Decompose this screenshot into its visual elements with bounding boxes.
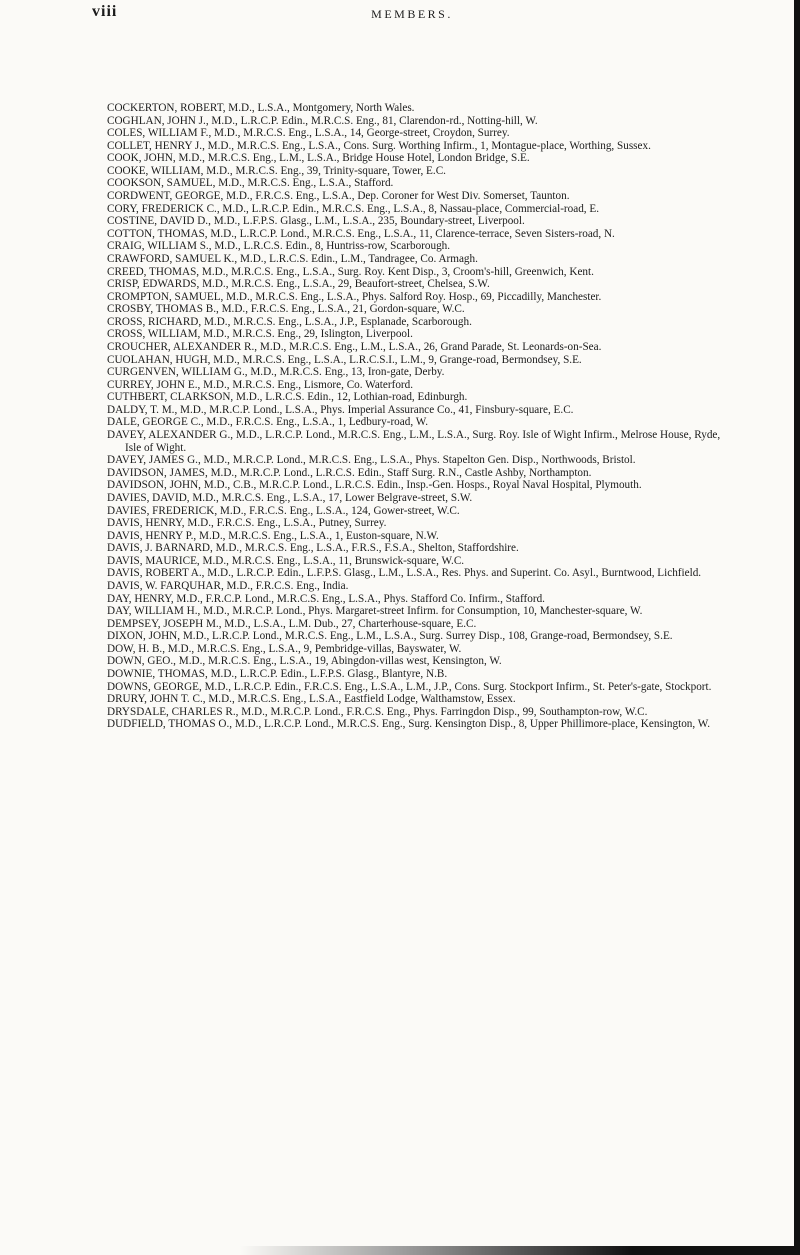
member-entry: CREED, THOMAS, M.D., M.R.C.S. Eng., L.S.A., Surg. Roy. Kent Disp., 3, Croom's-hill, Greenwich, Kent. bbox=[107, 265, 594, 278]
member-entry: DRYSDALE, CHARLES R., M.D., M.R.C.P. Lond., F.R.C.S. Eng., Phys. Farringdon Disp., 99, Southampton-row, W.C. bbox=[107, 705, 648, 718]
running-head: MEMBERS. bbox=[371, 7, 453, 21]
member-entry: COOK, JOHN, M.D., M.R.C.S. Eng., L.M., L.S.A., Bridge House Hotel, London Bridge, S.E. bbox=[107, 152, 530, 165]
member-entry: CURGENVEN, WILLIAM G., M.D., M.R.C.S. Eng., 13, Iron-gate, Derby. bbox=[107, 366, 445, 379]
member-entry: DAVIES, DAVID, M.D., M.R.C.S. Eng., L.S.A., 17, Lower Belgrave-street, S.W. bbox=[107, 491, 473, 504]
member-entry: CROUCHER, ALEXANDER R., M.D., M.R.C.S. Eng., L.M., L.S.A., 26, Grand Parade, St. Leonards-on-Sea. bbox=[107, 340, 602, 353]
member-entry: DAY, HENRY, M.D., F.R.C.P. Lond., M.R.C.S. Eng., L.S.A., Phys. Stafford Co. Infirm., Stafford. bbox=[107, 592, 545, 605]
page-header bbox=[92, 3, 732, 25]
member-entry: CURREY, JOHN E., M.D., M.R.C.S. Eng., Lismore, Co. Waterford. bbox=[107, 378, 414, 391]
member-entry: CUTHBERT, CLARKSON, M.D., L.R.C.S. Edin., 12, Lothian-road, Edinburgh. bbox=[107, 391, 468, 404]
member-entry: COCKERTON, ROBERT, M.D., L.S.A., Montgomery, North Wales. bbox=[107, 102, 415, 114]
member-entry: DIXON, JOHN, M.D., L.R.C.P. Lond., M.R.C.S. Eng., L.M., L.S.A., Surg. Surrey Disp., 108, Grange-road, Bermondsey, S.E. bbox=[107, 630, 673, 643]
member-entry: DAVIS, HENRY, M.D., F.R.C.S. Eng., L.S.A., Putney, Surrey. bbox=[107, 517, 387, 530]
member-entry: DAVIS, MAURICE, M.D., M.R.C.S. Eng., L.S.A., 11, Brunswick-square, W.C. bbox=[107, 554, 465, 567]
member-entry: COTTON, THOMAS, M.D., L.R.C.P. Lond., M.R.C.S. Eng., L.S.A., 11, Clarence-terrace, Seven Sisters-road, N. bbox=[107, 227, 615, 240]
member-entry: CRISP, EDWARDS, M.D., M.R.C.S. Eng., L.S.A., 29, Beaufort-street, Chelsea, S.W. bbox=[107, 278, 490, 291]
member-entry: DAVIS, J. BARNARD, M.D., M.R.C.S. Eng., L.S.A., F.R.S., F.S.A., Shelton, Staffordshire. bbox=[107, 542, 519, 555]
member-entry: CROSS, RICHARD, M.D., M.R.C.S. Eng., L.S.A., J.P., Esplanade, Scarborough. bbox=[107, 315, 472, 328]
member-entry: DAVEY, ALEXANDER G., M.D., L.R.C.P. Lond., M.R.C.S. Eng., L.M., L.S.A., Surg. Roy. Isle of Wight Infirm., Melrose House, Ryde, Isle of Wight. bbox=[107, 429, 721, 454]
member-entry: DAVIDSON, JAMES, M.D., M.R.C.P. Lond., L.R.C.S. Edin., Staff Surg. R.N., Castle Ashby, Northampton. bbox=[107, 466, 592, 479]
member-entry: COGHLAN, JOHN J., M.D., L.R.C.P. Edin., M.R.C.S. Eng., 81, Clarendon-rd., Notting-hill, W. bbox=[107, 114, 538, 127]
member-entry: DAVIS, W. FARQUHAR, M.D., F.R.C.S. Eng., India. bbox=[107, 579, 349, 592]
member-entry: CORDWENT, GEORGE, M.D., F.R.C.S. Eng., L.S.A., Dep. Coroner for West Div. Somerset, Taunton. bbox=[107, 190, 570, 203]
member-entry: COOKSON, SAMUEL, M.D., M.R.C.S. Eng., L.S.A., Stafford. bbox=[107, 177, 394, 190]
member-entry: DALE, GEORGE C., M.D., F.R.C.S. Eng., L.S.A., 1, Ledbury-road, W. bbox=[107, 416, 429, 429]
member-entry: DOW, H. B., M.D., M.R.C.S. Eng., L.S.A., 9, Pembridge-villas, Bayswater, W. bbox=[107, 642, 462, 655]
member-entry: DOWN, GEO., M.D., M.R.C.S. Eng., L.S.A., 19, Abingdon-villas west, Kensington, W. bbox=[107, 655, 502, 668]
page-bottom-shadow bbox=[240, 1246, 800, 1255]
member-entry: DRURY, JOHN T. C., M.D., M.R.C.S. Eng., L.S.A., Eastfield Lodge, Walthamstow, Essex. bbox=[107, 693, 516, 706]
member-entry: DAVEY, JAMES G., M.D., M.R.C.P. Lond., M.R.C.S. Eng., L.S.A., Phys. Stapelton Gen. Disp., Northwoods, Bristol. bbox=[107, 454, 636, 467]
member-entry: CUOLAHAN, HUGH, M.D., M.R.C.S. Eng., L.S.A., L.R.C.S.I., L.M., 9, Grange-road, Bermondsey, S.E. bbox=[107, 353, 582, 366]
member-entry: CRAIG, WILLIAM S., M.D., L.R.C.S. Edin., 8, Huntriss-row, Scarborough. bbox=[107, 240, 451, 253]
member-entry: DAY, WILLIAM H., M.D., M.R.C.P. Lond., Phys. Margaret-street Infirm. for Consumption, 10, Manchester-square, W. bbox=[107, 605, 643, 618]
member-entry: CORY, FREDERICK C., M.D., L.R.C.P. Edin., M.R.C.S. Eng., L.S.A., 8, Nassau-place, Commercial-road, E. bbox=[107, 202, 600, 215]
member-entry: DAVIS, ROBERT A., M.D., L.R.C.P. Edin., L.F.P.S. Glasg., L.M., L.S.A., Res. Phys. and Superint. Co. Asyl., Burntwood, Lichfield. bbox=[107, 567, 702, 580]
member-entry: COSTINE, DAVID D., M.D., L.F.P.S. Glasg., L.M., L.S.A., 235, Boundary-street, Liverpool. bbox=[107, 215, 525, 228]
member-entry: DUDFIELD, THOMAS O., M.D., L.R.C.P. Lond., M.R.C.S. Eng., Surg. Kensington Disp., 8, Upper Phillimore-place, Kensington, W. bbox=[107, 718, 711, 731]
member-entry: DALDY, T. M., M.D., M.R.C.P. Lond., L.S.A., Phys. Imperial Assurance Co., 41, Finsbury-square, E.C. bbox=[107, 403, 574, 416]
member-entry: CROSS, WILLIAM, M.D., M.R.C.S. Eng., 29, Islington, Liverpool. bbox=[107, 328, 413, 341]
member-entry: COLES, WILLIAM F., M.D., M.R.C.S. Eng., L.S.A., 14, George-street, Croydon, Surrey. bbox=[107, 127, 510, 140]
member-entry: DEMPSEY, JOSEPH M., M.D., L.S.A., L.M. Dub., 27, Charterhouse-square, E.C. bbox=[107, 617, 477, 630]
page-number: viii bbox=[92, 3, 118, 20]
member-entry: CROMPTON, SAMUEL, M.D., M.R.C.S. Eng., L.S.A., Phys. Salford Roy. Hosp., 69, Piccadilly, Manchester. bbox=[107, 290, 602, 303]
member-entry: COOKE, WILLIAM, M.D., M.R.C.S. Eng., 39, Trinity-square, Tower, E.C. bbox=[107, 164, 446, 177]
page-edge-shadow bbox=[794, 0, 800, 1255]
member-entry: CRAWFORD, SAMUEL K., M.D., L.R.C.S. Edin., L.M., Tandragee, Co. Armagh. bbox=[107, 252, 478, 265]
member-entry: COLLET, HENRY J., M.D., M.R.C.S. Eng., L.S.A., Cons. Surg. Worthing Infirm., 1, Montague-place, Worthing, Sussex. bbox=[107, 139, 651, 152]
member-entry: DOWNS, GEORGE, M.D., L.R.C.P. Edin., F.R.C.S. Eng., L.S.A., L.M., J.P., Cons. Surg. Stockport Infirm., St. Peter's-gate, Stockport. bbox=[107, 680, 712, 693]
member-entry: CROSBY, THOMAS B., M.D., F.R.C.S. Eng., L.S.A., 21, Gordon-square, W.C. bbox=[107, 303, 465, 316]
member-entry: DAVIS, HENRY P., M.D., M.R.C.S. Eng., L.S.A., 1, Euston-square, N.W. bbox=[107, 529, 439, 542]
member-entry: DAVIES, FREDERICK, M.D., F.R.C.S. Eng., L.S.A., 124, Gower-street, W.C. bbox=[107, 504, 460, 517]
member-entry: DOWNIE, THOMAS, M.D., L.R.C.P. Edin., L.F.P.S. Glasg., Blantyre, N.B. bbox=[107, 668, 448, 681]
member-list bbox=[107, 102, 732, 731]
member-entry: DAVIDSON, JOHN, M.D., C.B., M.R.C.P. Lond., L.R.C.S. Edin., Insp.-Gen. Hosps., Royal Naval Hospital, Plymouth. bbox=[107, 479, 642, 492]
